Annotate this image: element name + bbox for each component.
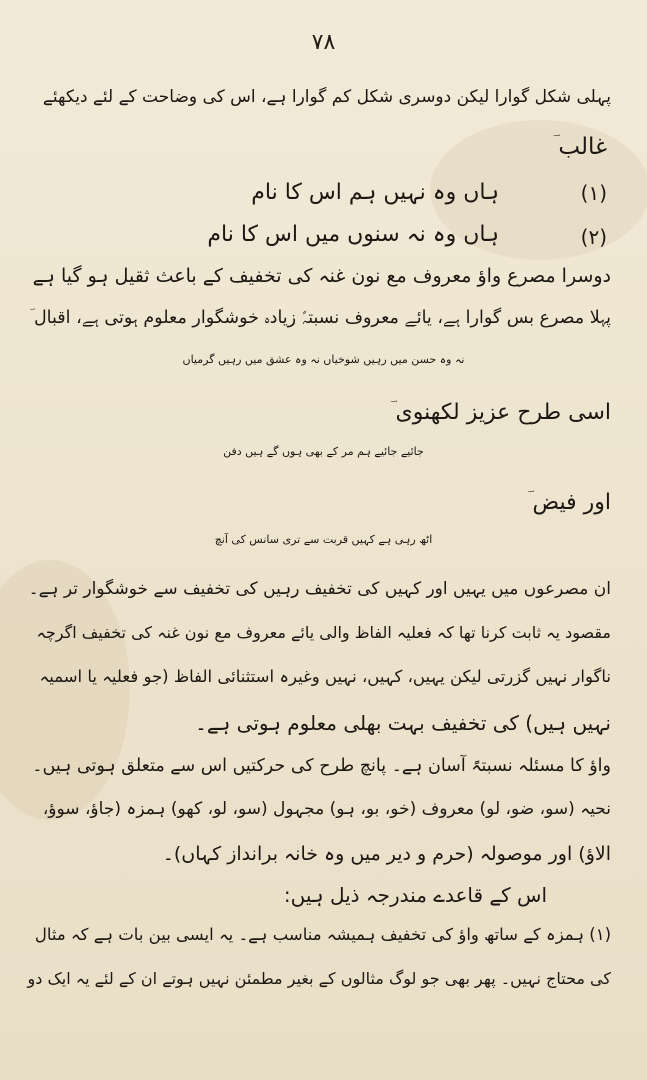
text-line-17: نحیہ (سو، ضو، لو) معروف (خو، بو، ہو) مجہول (سو، لو، کھو) ہمزہ (جاؤ، سوؤ، (42, 799, 611, 819)
text-line-6: پہلا مصرع بس گوارا ہے، یائے معروف نسبتہً زیادہ خوشگوار معلوم ہوتی ہے، اقبال ؔ (29, 308, 611, 328)
page-number: ۷۸ (311, 30, 336, 55)
text-line-15: نہیں ہیں) کی تخفیف بہت بھلی معلوم ہوتی ہے۔ (195, 711, 611, 735)
text-line-5: دوسرا مصرع واؤ معروف مع نون غنہ کی تخفیف کے باعث ثقیل ہو گیا ہے (32, 265, 611, 287)
verse-2: ہاں وہ نہ سنوں میں اس کا نام (207, 222, 499, 247)
text-line-21: کی محتاج نہیں۔ پھر بھی جو لوگ مثالوں کے بغیر مطمئن نہیں ہوتے ان کے لئے یہ ایک دو (27, 969, 611, 988)
text-line-16: واؤ کا مسئلہ نسبتہً آسان ہے۔ پانچ طرح کی حرکتیں اس سے متعلق ہوتی ہیں۔ (32, 756, 611, 776)
verse-aziz: جائیے جائیے ہم مر کے بھی ہوں گے ہیں دفن (223, 445, 424, 458)
text-line-1: پہلی شکل گوارا لیکن دوسری شکل کم گوارا ہے، اس کی وضاحت کے لئے دیکھئے (42, 87, 611, 107)
text-line-18: الاؤ) اور موصولہ (حرم و دیر میں وہ خانہ برانداز کہاں)۔ (162, 843, 611, 865)
verse-faiz: اٹھ رہی ہے کہیں قربت سے تری سانس کی آنچ (214, 533, 433, 546)
text-line-14: ناگوار نہیں گزرتی لیکن یہیں، کہیں، نہیں وغیرہ استثنائی الفاظ (جو فعلیہ یا اسمیہ (39, 667, 611, 686)
verse-1: ہاں وہ نہیں ہم اس کا نام (251, 180, 499, 205)
text-line-19: اس کے قاعدے مندرجہ ذیل ہیں: (283, 883, 547, 907)
text-line-12: ان مصرعوں میں یہیں اور کہیں کی تخفیف رہیں کی تخفیف سے خوشگوار تر ہے۔ (28, 579, 611, 599)
verse-1-number: (۱) (580, 181, 607, 205)
text-line-20: (۱) ہمزہ کے ساتھ واؤ کی تخفیف ہمیشہ مناسب ہے۔ یہ ایسی بین بات ہے کہ مثال (34, 925, 611, 944)
verse-iqbal: نہ وہ حسن میں رہیں شوخیاں نہ وہ عشق میں رہیں گرمیاں (182, 353, 465, 366)
verse-2-number: (۲) (580, 225, 607, 249)
poet-label-faiz: اور فیض ؔ (527, 490, 611, 515)
poet-label-ghalib: غالب ؔ (552, 134, 607, 160)
text-line-13: مقصود یہ ثابت کرنا تھا کہ فعلیہ الفاظ والی یائے معروف مع نون غنہ کی تخفیف اگرچہ (36, 623, 611, 642)
poet-label-aziz: اسی طرح عزیز لکھنوی ؔ (390, 400, 611, 425)
